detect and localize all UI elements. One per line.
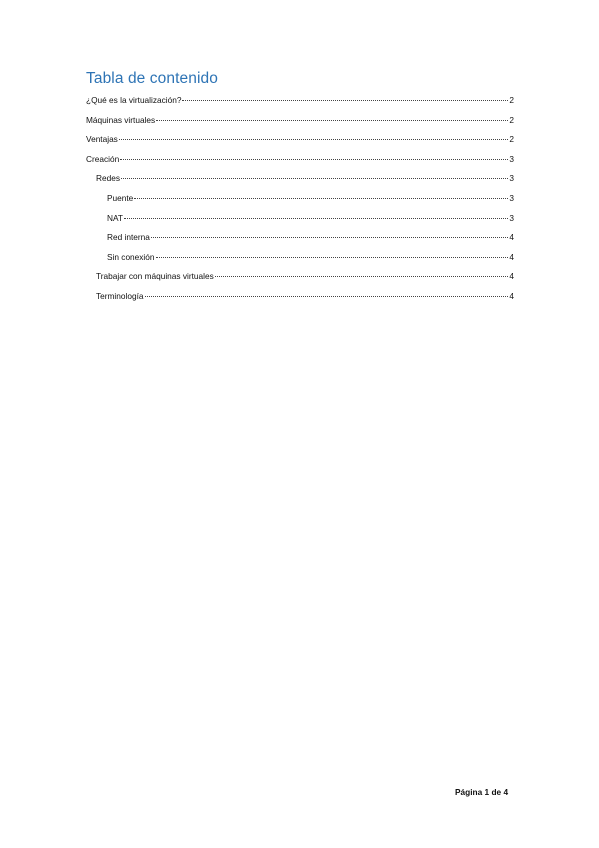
toc-dot-leader	[156, 120, 508, 121]
toc-dot-leader	[119, 139, 509, 140]
toc-entry-text: Creación	[86, 153, 120, 164]
toc-entry-text: Máquinas virtuales	[86, 114, 156, 125]
toc-entry-text: Ventajas	[86, 134, 118, 145]
toc-entry-text: NAT	[107, 212, 123, 223]
footer-total-pages: 4	[503, 787, 509, 797]
toc-dot-leader	[156, 257, 509, 258]
footer-current-page: 1	[484, 787, 490, 797]
toc-entry-red-interna[interactable]	[86, 232, 514, 252]
toc-entry-que-es-virtualizacion[interactable]	[86, 95, 514, 115]
toc-entry-page: 3	[509, 192, 514, 203]
table-of-contents	[86, 95, 514, 311]
footer-of-label: de	[491, 787, 502, 797]
toc-entry-ventajas[interactable]	[86, 134, 514, 154]
toc-entry-page: 4	[509, 232, 514, 243]
toc-entry-text: Trabajar con máquinas virtuales	[96, 271, 214, 282]
toc-entry-terminologia[interactable]	[86, 291, 514, 311]
toc-entry-text: Red interna	[107, 232, 150, 243]
page-number-footer	[455, 787, 508, 797]
toc-dot-leader	[124, 218, 508, 219]
toc-entry-redes[interactable]	[86, 173, 514, 193]
toc-dot-leader	[215, 276, 509, 277]
toc-entry-page: 3	[509, 153, 514, 164]
toc-entry-page: 4	[509, 290, 514, 301]
toc-title: Tabla de contenido	[86, 70, 218, 87]
footer-page-label: Página	[455, 787, 483, 797]
toc-entry-text: Puente	[107, 192, 134, 203]
toc-entry-nat[interactable]	[86, 213, 514, 233]
toc-entry-maquinas-virtuales[interactable]	[86, 115, 514, 135]
toc-entry-page: 3	[509, 212, 514, 223]
toc-entry-page: 2	[509, 134, 514, 145]
toc-entry-trabajar-con-maquinas[interactable]	[86, 271, 514, 291]
toc-entry-text: Sin conexión	[107, 251, 155, 262]
toc-dot-leader	[182, 100, 508, 101]
toc-entry-text: Terminología	[96, 290, 144, 301]
toc-entry-page: 4	[509, 271, 514, 282]
toc-entry-page: 4	[509, 251, 514, 262]
toc-entry-page: 2	[509, 114, 514, 125]
toc-entry-page: 2	[509, 95, 514, 105]
toc-entry-creacion[interactable]	[86, 154, 514, 174]
toc-entry-page: 3	[509, 173, 514, 184]
toc-dot-leader	[151, 237, 508, 238]
toc-entry-puente[interactable]	[86, 193, 514, 213]
toc-dot-leader	[145, 296, 509, 297]
toc-entry-text: ¿Qué es la virtualización?	[86, 95, 182, 105]
toc-dot-leader	[134, 198, 508, 199]
toc-dot-leader	[121, 178, 508, 179]
toc-entry-sin-conexion[interactable]	[86, 252, 514, 272]
toc-dot-leader	[120, 159, 508, 160]
toc-entry-text: Redes	[96, 173, 120, 184]
